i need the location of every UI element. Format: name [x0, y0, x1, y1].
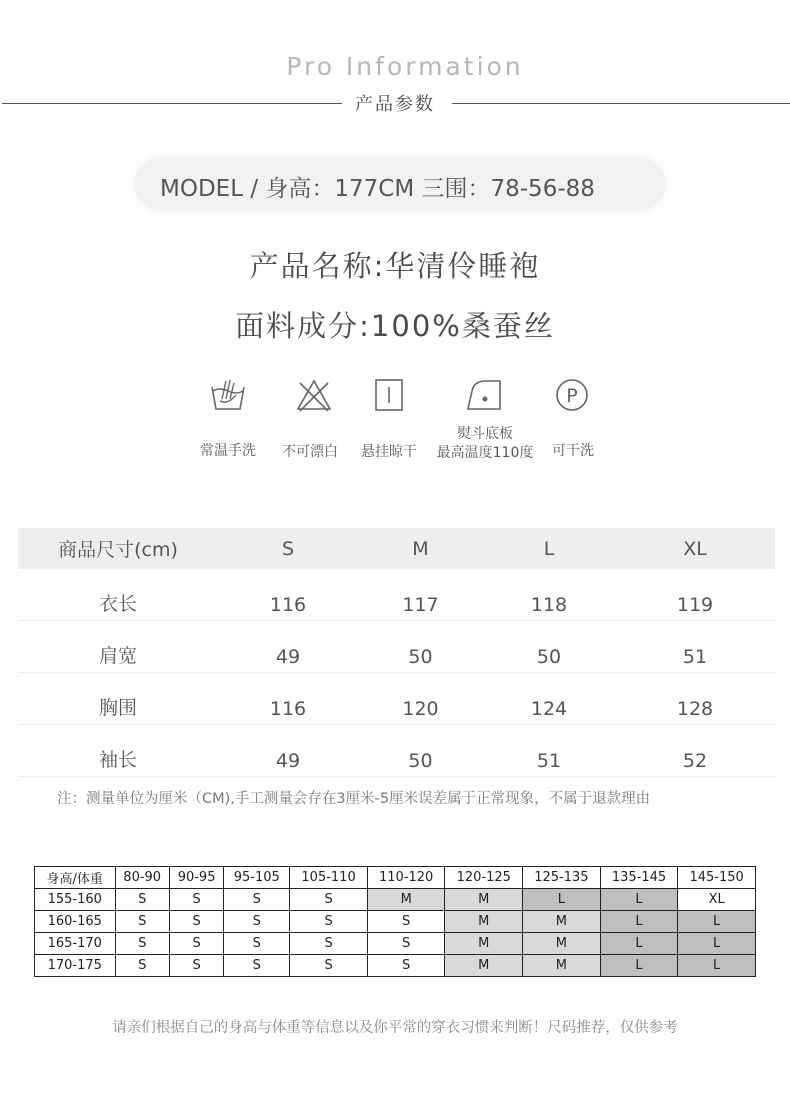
product-name: 产品名称:华清伶睡袍	[249, 249, 541, 283]
table-cell: 128	[615, 673, 775, 725]
header-cell: 105-110	[290, 867, 368, 889]
table-cell: 52	[615, 725, 775, 777]
table-cell: S	[224, 889, 290, 911]
table-cell: L	[600, 933, 678, 955]
header-cell: 95-105	[224, 867, 290, 889]
section-title-cn: 产品参数	[355, 94, 435, 115]
footer-disclaimer: 请亲们根据自己的身高与体重等信息以及你平常的穿衣习惯来判断！尺码推荐，仅供参考	[112, 1020, 678, 1036]
table-cell: S	[169, 911, 223, 933]
hang-dry-icon	[369, 375, 409, 415]
table-row	[35, 955, 756, 977]
table-cell: M	[367, 889, 445, 911]
table-cell: 124	[483, 673, 615, 725]
care-label-iron-line1: 熨斗底板	[457, 426, 513, 442]
table-cell: S	[290, 911, 368, 933]
header-cell: 120-125	[445, 867, 523, 889]
table-cell: S	[115, 955, 169, 977]
table-cell: 119	[615, 569, 775, 621]
table-cell: 49	[218, 725, 358, 777]
table-cell: 51	[615, 621, 775, 673]
table-cell: L	[600, 955, 678, 977]
table-cell: S	[169, 889, 223, 911]
table-cell: S	[290, 933, 368, 955]
section-title-en: Pro Information	[286, 52, 524, 81]
table-row	[18, 569, 775, 621]
care-label-hand-wash: 常温手洗	[200, 443, 256, 459]
table-cell: L	[523, 889, 601, 911]
no-bleach-icon	[294, 375, 334, 415]
table-cell: L	[600, 911, 678, 933]
header-cell: M	[358, 528, 483, 569]
row-label: 肩宽	[18, 621, 218, 673]
table-cell: 120	[358, 673, 483, 725]
table-cell: M	[445, 889, 523, 911]
rec-header-row	[35, 867, 756, 889]
table-cell: M	[445, 955, 523, 977]
table-cell: M	[445, 933, 523, 955]
header-cell: 135-145	[600, 867, 678, 889]
header-cell: L	[483, 528, 615, 569]
row-label: 170-175	[35, 955, 116, 977]
header-cell: 90-95	[169, 867, 223, 889]
header-cell: XL	[615, 528, 775, 569]
divider-right	[452, 103, 790, 104]
care-label-hang-dry: 悬挂晾干	[361, 444, 417, 460]
table-cell: L	[678, 955, 756, 977]
table-row	[35, 911, 756, 933]
care-label-iron-line2: 最高温度110度	[436, 445, 534, 461]
table-cell: S	[115, 889, 169, 911]
table-cell: S	[115, 911, 169, 933]
table-cell: 50	[483, 621, 615, 673]
row-label: 胸围	[18, 673, 218, 725]
size-table	[18, 528, 775, 777]
header-cell: S	[218, 528, 358, 569]
header-cell: 145-150	[678, 867, 756, 889]
size-table-header	[18, 528, 775, 569]
table-cell: S	[290, 889, 368, 911]
table-cell: S	[367, 911, 445, 933]
size-recommendation-table	[34, 866, 756, 977]
table-cell: 117	[358, 569, 483, 621]
care-label-dry-clean: 可干洗	[552, 443, 594, 459]
table-cell: L	[600, 889, 678, 911]
header-cell: 125-135	[523, 867, 601, 889]
table-cell: S	[169, 955, 223, 977]
table-cell: S	[224, 911, 290, 933]
table-cell: S	[224, 955, 290, 977]
table-cell: 118	[483, 569, 615, 621]
measurement-note: 注：测量单位为厘米（CM),手工测量会存在3厘米-5厘米误差属于正常现象，不属于退款理由	[57, 791, 651, 807]
header-cell: 商品尺寸(cm)	[18, 528, 218, 569]
row-label: 165-170	[35, 933, 116, 955]
table-cell: XL	[678, 889, 756, 911]
table-row	[18, 725, 775, 777]
row-label: 160-165	[35, 911, 116, 933]
table-cell: M	[523, 933, 601, 955]
header-cell: 80-90	[115, 867, 169, 889]
table-cell: M	[523, 911, 601, 933]
table-cell: S	[367, 955, 445, 977]
row-label: 衣长	[18, 569, 218, 621]
table-cell: S	[169, 933, 223, 955]
header-cell: 110-120	[367, 867, 445, 889]
table-cell: 50	[358, 621, 483, 673]
row-label: 155-160	[35, 889, 116, 911]
table-row	[18, 621, 775, 673]
table-cell: 51	[483, 725, 615, 777]
table-cell: S	[290, 955, 368, 977]
table-row	[35, 933, 756, 955]
table-row	[18, 673, 775, 725]
table-cell: 49	[218, 621, 358, 673]
table-cell: L	[678, 911, 756, 933]
table-cell: M	[523, 955, 601, 977]
table-cell: 116	[218, 673, 358, 725]
dry-clean-icon	[552, 375, 592, 415]
header-cell: 身高/体重	[35, 867, 116, 889]
row-label: 袖长	[18, 725, 218, 777]
hand-wash-icon	[208, 375, 248, 415]
iron-icon	[464, 375, 504, 415]
care-label-no-bleach: 不可漂白	[282, 444, 338, 460]
table-cell: L	[678, 933, 756, 955]
table-cell: S	[115, 933, 169, 955]
table-cell: 116	[218, 569, 358, 621]
divider-left	[2, 103, 342, 104]
table-cell: S	[367, 933, 445, 955]
svg-text:P: P	[566, 385, 578, 407]
model-info-text: MODEL / 身高：177CM 三围：78-56-88	[160, 176, 595, 202]
fabric-composition: 面料成分:100%桑蚕丝	[235, 309, 555, 343]
table-cell: M	[445, 911, 523, 933]
table-row	[35, 889, 756, 911]
table-cell: S	[224, 933, 290, 955]
table-cell: 50	[358, 725, 483, 777]
